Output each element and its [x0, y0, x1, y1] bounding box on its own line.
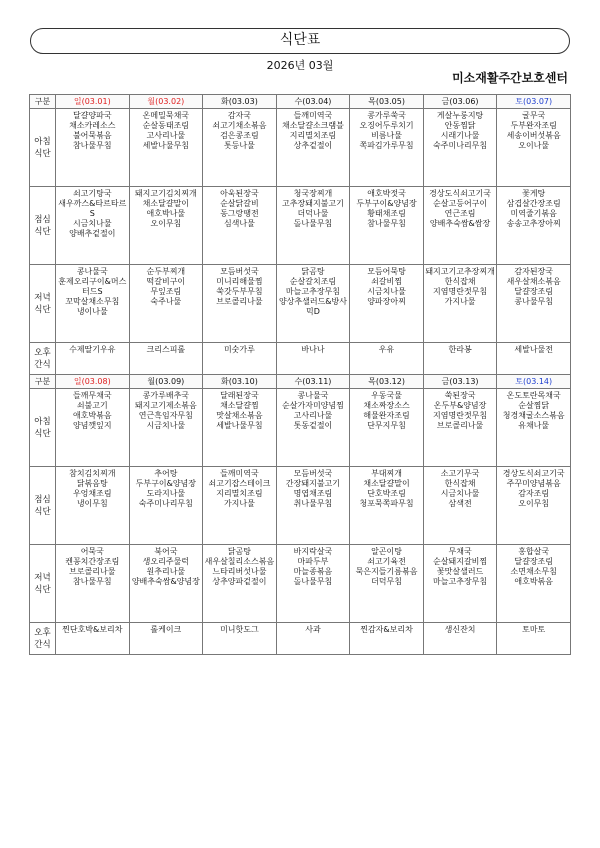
month-subtitle: 2026년 03월 [266, 59, 334, 72]
menu-item: 해물완자조림 [363, 411, 410, 420]
menu-item: 경상도식쇠고기국 [502, 469, 565, 478]
menu-cell [497, 265, 571, 343]
snack-cell: 미숫가루 [203, 343, 277, 375]
menu-item: 닭곰탕 [301, 267, 325, 276]
snack-cell: 크리스피롤 [129, 343, 203, 375]
menu-item: 지염명란젓무침 [433, 287, 488, 296]
menu-item: 들깨미역국 [220, 469, 259, 478]
menu-item: 한식잡채 [444, 479, 476, 488]
menu-item: 오이무침 [150, 219, 182, 228]
menu-cell [129, 389, 203, 467]
menu-item: 마늘종볶음 [293, 567, 333, 576]
menu-cell [276, 187, 350, 265]
menu-item: 추어탕 [154, 469, 178, 478]
menu-item: 브로콜리나물 [436, 421, 484, 430]
menu-item: 채소달걀찜 [220, 401, 259, 410]
menu-item: 우동국물 [371, 391, 402, 400]
menu-item: 쇠불고기 [76, 401, 108, 410]
snack-cell: 롤케이크 [129, 623, 203, 655]
day-header: 토(03.07) [497, 95, 571, 109]
menu-item: 경상도식쇠고기국 [429, 189, 491, 198]
menu-item: 양파장아찌 [367, 297, 406, 306]
menu-item: 콩나물국 [297, 391, 329, 400]
menu-item: 묵은지들기름볶음 [355, 567, 418, 576]
day-header: 월(03.09) [129, 375, 203, 389]
menu-item: 켄꽁치간장조림 [65, 557, 120, 566]
menu-item: 모듬어묵탕 [367, 267, 406, 276]
dinner-row [30, 545, 571, 623]
menu-item: 시금치나물 [72, 219, 112, 228]
dinner-label: 저녁 식단 [30, 265, 56, 343]
menu-item: 바지락살국 [293, 547, 333, 556]
menu-item: 가지나물 [223, 499, 255, 508]
menu-cell [203, 187, 277, 265]
menu-item: 송송고추장아찌 [506, 219, 561, 228]
menu-item: 달래된장국 [220, 391, 259, 400]
menu-item: 닭곰탕 [227, 547, 251, 556]
menu-cell [276, 467, 350, 545]
menu-item: 심색나물 [223, 219, 255, 228]
menu-item: 쑥갓두부무침 [216, 287, 263, 296]
menu-item: 세발나물무침 [142, 141, 190, 150]
page-title: 식단표 [30, 28, 570, 54]
menu-item: 굴무국 [522, 111, 546, 120]
menu-cell [350, 545, 424, 623]
menu-item: 마파두부 [297, 557, 329, 566]
menu-item: 연근흑임자무침 [138, 411, 193, 420]
menu-item: 돼지고기제소볶음 [134, 401, 197, 410]
menu-item: 애호박나물 [146, 209, 186, 218]
menu-cell [56, 187, 130, 265]
week-header-row [30, 375, 571, 389]
menu-cell [129, 187, 203, 265]
menu-cell [276, 389, 350, 467]
menu-item: 주꾸미양념볶음 [506, 479, 561, 488]
menu-item: 취나물무침 [293, 499, 333, 508]
snack-label: 오후 간식 [30, 623, 56, 655]
menu-item: 원추리나물 [146, 567, 186, 576]
menu-item: 두부구이&양념장 [135, 479, 197, 488]
menu-item: 돌나물무침 [293, 219, 333, 228]
menu-item: 도라지나물 [146, 489, 186, 498]
menu-item: 모듬버섯국 [293, 469, 333, 478]
menu-cell [203, 545, 277, 623]
menu-item: 상추양파겉절이 [212, 577, 267, 586]
menu-item: 양배추겉절이 [69, 229, 116, 238]
menu-item: 불어묵볶음 [72, 131, 112, 140]
menu-item: 숙주나물 [150, 297, 182, 306]
snack-row [30, 623, 571, 655]
menu-item: 채소카레소스 [69, 121, 116, 130]
menu-cell [203, 265, 277, 343]
menu-cell [56, 109, 130, 187]
menu-item: 우엉채조림 [72, 489, 112, 498]
menu-item: 감자조림 [518, 489, 550, 498]
menu-item: 고사리나물 [293, 411, 333, 420]
menu-item: 꽃게탕 [522, 189, 546, 198]
menu-item: 부대찌개 [371, 469, 402, 478]
menu-item: 마늘고추장무침 [285, 287, 341, 296]
menu-item: 마늘고추장무침 [433, 577, 488, 586]
menu-item: 콩나물국 [76, 267, 108, 276]
menu-cell [423, 187, 497, 265]
snack-cell: 사과 [276, 623, 350, 655]
menu-item: 지리멸치조림 [216, 489, 263, 498]
day-header: 화(03.03) [203, 95, 277, 109]
menu-item: 세송이버섯볶음 [506, 131, 561, 140]
menu-cell [56, 265, 130, 343]
snack-cell: 한라봉 [423, 343, 497, 375]
menu-cell [497, 545, 571, 623]
menu-cell [423, 389, 497, 467]
gubun-label: 구분 [30, 375, 56, 389]
menu-item: 연근조림 [444, 209, 476, 218]
day-header: 목(03.05) [350, 95, 424, 109]
menu-cell [203, 467, 277, 545]
menu-item: 숙주미나리무침 [138, 499, 193, 508]
day-header: 일(03.08) [56, 375, 130, 389]
menu-item: 황태채조림 [367, 209, 406, 218]
menu-item: 시금치나물 [367, 287, 406, 296]
menu-item: 꼬막살채소무침 [65, 297, 120, 306]
menu-item: 새우살칠리소스볶음 [204, 557, 275, 566]
menu-cell [350, 187, 424, 265]
menu-item: 꽃맛살샐러드 [436, 567, 484, 576]
menu-item: 지염명란젓무침 [433, 411, 488, 420]
snack-cell: 세발나물전 [497, 343, 571, 375]
menu-item: 참치김치찌개 [69, 469, 116, 478]
menu-item: 브로콜리나물 [216, 297, 263, 306]
menu-item: 한식잡채 [444, 277, 476, 286]
menu-item: 아욱된장국 [220, 189, 259, 198]
lunch-row [30, 187, 571, 265]
menu-cell [497, 467, 571, 545]
menu-item: 더덕무침 [371, 577, 402, 586]
lunch-row [30, 467, 571, 545]
menu-item: 세발나물무침 [216, 421, 263, 430]
menu-item: 순살가자미양념찜 [282, 401, 344, 410]
day-header: 수(03.04) [276, 95, 350, 109]
menu-item: 무잎조림 [150, 287, 182, 296]
menu-item: 참나물무침 [367, 219, 406, 228]
menu-item: 두부완자조림 [510, 121, 557, 130]
menu-item: 비름나물 [371, 131, 402, 140]
snack-label: 오후 간식 [30, 343, 56, 375]
snack-cell: 바나나 [276, 343, 350, 375]
menu-item: 알곤이탕 [371, 547, 402, 556]
menu-item: 순살고등어구이 [433, 199, 488, 208]
menu-item: 유채나물 [518, 421, 550, 430]
menu-item: 동그랑땡전 [220, 209, 259, 218]
menu-item: 시금치나물 [146, 421, 186, 430]
snack-cell: 찐단호박&보리차 [56, 623, 130, 655]
menu-item: 북어국 [154, 547, 178, 556]
menu-item: 생오리주물럭 [142, 557, 190, 566]
day-header: 금(03.13) [423, 375, 497, 389]
menu-item: 오이무침 [518, 499, 550, 508]
menu-cell [350, 109, 424, 187]
menu-cell [350, 467, 424, 545]
menu-item: 청포묵쪽파무침 [359, 499, 414, 508]
menu-item: 훈제오리구이&머스터드S [58, 277, 127, 296]
breakfast-label: 아침 식단 [30, 109, 56, 187]
breakfast-row [30, 389, 571, 467]
menu-item: 돼지고기김치찌개 [134, 189, 197, 198]
menu-item: 쇠갈비찜 [371, 277, 402, 286]
menu-item: 떡갈비구이 [146, 277, 186, 286]
menu-item: 냉이나물 [76, 307, 108, 316]
menu-item: 참나물무침 [72, 577, 112, 586]
menu-item: 두부구이&양념장 [356, 199, 417, 208]
menu-item: 순살찜닭 [518, 401, 550, 410]
day-header: 화(03.10) [203, 375, 277, 389]
menu-item: 쑥된장국 [444, 391, 476, 400]
menu-item: 양념깻잎지 [72, 421, 112, 430]
menu-item: 시금치나물 [440, 489, 480, 498]
menu-item: 삼색전 [448, 499, 472, 508]
day-header: 수(03.11) [276, 375, 350, 389]
menu-item: 양배추숙쌈&양념장 [131, 577, 200, 586]
menu-item: 고추장돼지불고기 [282, 199, 344, 208]
menu-item: 삼겹살간장조림 [506, 199, 561, 208]
menu-cell [497, 389, 571, 467]
snack-cell: 미니핫도그 [203, 623, 277, 655]
menu-item: 청국장찌개 [293, 189, 333, 198]
menu-item: 소고기무국 [440, 469, 480, 478]
menu-item: 애호박볶음 [514, 577, 553, 586]
menu-item: 순살갈치조림 [289, 277, 337, 286]
menu-cell [203, 109, 277, 187]
breakfast-row [30, 109, 571, 187]
week-header-row [30, 95, 571, 109]
menu-item: 들깨무채국 [72, 391, 112, 400]
menu-item: 양상추샐러드&방사믹D [278, 297, 347, 316]
menu-item: 온두부&양념장 [433, 401, 487, 410]
day-header: 일(03.01) [56, 95, 130, 109]
menu-cell [423, 265, 497, 343]
menu-item: 새우까스&타르타르S [58, 199, 127, 218]
menu-item: 애호박젓국 [367, 189, 406, 198]
menu-item: 들깨미역국 [293, 111, 333, 120]
menu-item: 홍합살국 [518, 547, 550, 556]
snack-cell: 우유 [350, 343, 424, 375]
menu-item: 닭볶음탕 [76, 479, 108, 488]
menu-item: 쇠고기육전 [367, 557, 406, 566]
menu-cell [423, 467, 497, 545]
menu-item: 순살닭갈비 [220, 199, 259, 208]
menu-cell [129, 265, 203, 343]
menu-item: 미역줄기볶음 [510, 209, 557, 218]
snack-cell: 수제딸기우유 [56, 343, 130, 375]
organization-name: 미소재활주간보호센터 [452, 71, 568, 85]
menu-item: 간장돼지불고기 [285, 479, 341, 488]
menu-item: 순두부찌개 [146, 267, 186, 276]
menu-cell [129, 545, 203, 623]
snack-cell: 토마토 [497, 623, 571, 655]
menu-item: 톳등나물 [223, 141, 255, 150]
menu-item: 단호박조림 [367, 489, 406, 498]
menu-cell [497, 187, 571, 265]
menu-item: 브로콜리나물 [69, 567, 116, 576]
snack-cell: 생신잔치 [423, 623, 497, 655]
menu-item: 채소달걀말이 [363, 479, 410, 488]
day-header: 목(03.12) [350, 375, 424, 389]
menu-item: 새우살채소볶음 [506, 277, 561, 286]
menu-item: 감자된장국 [514, 267, 553, 276]
menu-cell [203, 389, 277, 467]
menu-item: 톳동겉절이 [293, 421, 333, 430]
menu-item: 냉이무침 [76, 499, 108, 508]
menu-item: 채소짜장소스 [363, 401, 410, 410]
menu-item: 양배추숙쌈&쌈장 [429, 219, 491, 228]
menu-item: 콩가루쑥국 [367, 111, 406, 120]
menu-item: 느타리버섯나물 [212, 567, 267, 576]
day-header: 금(03.06) [423, 95, 497, 109]
menu-item: 가지나물 [444, 297, 476, 306]
menu-item: 모듬버섯국 [220, 267, 259, 276]
menu-cell [56, 467, 130, 545]
menu-item: 쇠고기채소볶음 [212, 121, 267, 130]
dinner-row [30, 265, 571, 343]
day-header: 토(03.14) [497, 375, 571, 389]
menu-item: 상추겉절이 [293, 141, 333, 150]
menu-item: 돼지고기고추장찌개 [425, 267, 495, 276]
menu-item: 순살동태조림 [142, 121, 190, 130]
menu-cell [497, 109, 571, 187]
menu-cell [129, 109, 203, 187]
menu-item: 명엽채조림 [293, 489, 333, 498]
menu-item: 감자국 [227, 111, 251, 120]
menu-item: 순살돼지갈비찜 [433, 557, 488, 566]
menu-item: 무채국 [448, 547, 472, 556]
menu-cell [56, 389, 130, 467]
menu-item: 단무지무침 [367, 421, 406, 430]
menu-cell [350, 265, 424, 343]
menu-cell [423, 545, 497, 623]
menu-item: 참나물무침 [72, 141, 112, 150]
menu-item: 돌나물무침 [293, 577, 333, 586]
menu-item: 애호박볶음 [72, 411, 112, 420]
menu-item: 오이나물 [518, 141, 550, 150]
snack-cell: 찐감자&보리차 [350, 623, 424, 655]
menu-cell [350, 389, 424, 467]
menu-item: 맛살채소볶음 [216, 411, 263, 420]
menu-item: 검은콩조림 [220, 131, 259, 140]
menu-item: 숙주미나리무침 [433, 141, 488, 150]
menu-item: 온메밀묵채국 [142, 111, 190, 120]
menu-item: 더덕나물 [297, 209, 329, 218]
menu-cell [56, 545, 130, 623]
lunch-label: 점심 식단 [30, 187, 56, 265]
gubun-label: 구분 [30, 95, 56, 109]
menu-item: 달걀장조림 [514, 287, 553, 296]
menu-item: 안동찜닭 [444, 121, 476, 130]
lunch-label: 점심 식단 [30, 467, 56, 545]
day-header: 월(03.02) [129, 95, 203, 109]
menu-cell [423, 109, 497, 187]
menu-item: 오징어두루치기 [359, 121, 414, 130]
menu-item: 쇠고기잡스테이크 [208, 479, 271, 488]
meal-plan-table [29, 94, 571, 655]
menu-cell [276, 545, 350, 623]
menu-item: 미니리해물찜 [216, 277, 263, 286]
menu-item: 콩나물무침 [514, 297, 553, 306]
menu-item: 게살누룽지탕 [436, 111, 484, 120]
menu-cell [129, 467, 203, 545]
menu-item: 온도토란목채국 [506, 391, 561, 400]
menu-item: 쇠고기탕국 [72, 189, 112, 198]
menu-item: 채소달걀말이 [142, 199, 190, 208]
menu-item: 쪽파김가루무침 [359, 141, 414, 150]
menu-item: 달걀양파국 [72, 111, 112, 120]
menu-item: 청경채굴소스볶음 [502, 411, 565, 420]
dinner-label: 저녁 식단 [30, 545, 56, 623]
snack-row [30, 343, 571, 375]
menu-item: 달걀장조림 [514, 557, 553, 566]
menu-item: 고사리나물 [146, 131, 186, 140]
menu-cell [276, 109, 350, 187]
menu-item: 콩가루배추국 [142, 391, 190, 400]
breakfast-label: 아침 식단 [30, 389, 56, 467]
menu-item: 소면채소무침 [510, 567, 557, 576]
menu-item: 채소달걀소크램블 [282, 121, 344, 130]
menu-item: 지리멸치조림 [289, 131, 337, 140]
menu-cell [276, 265, 350, 343]
menu-item: 시래기나물 [440, 131, 480, 140]
menu-item: 어묵국 [80, 547, 104, 556]
